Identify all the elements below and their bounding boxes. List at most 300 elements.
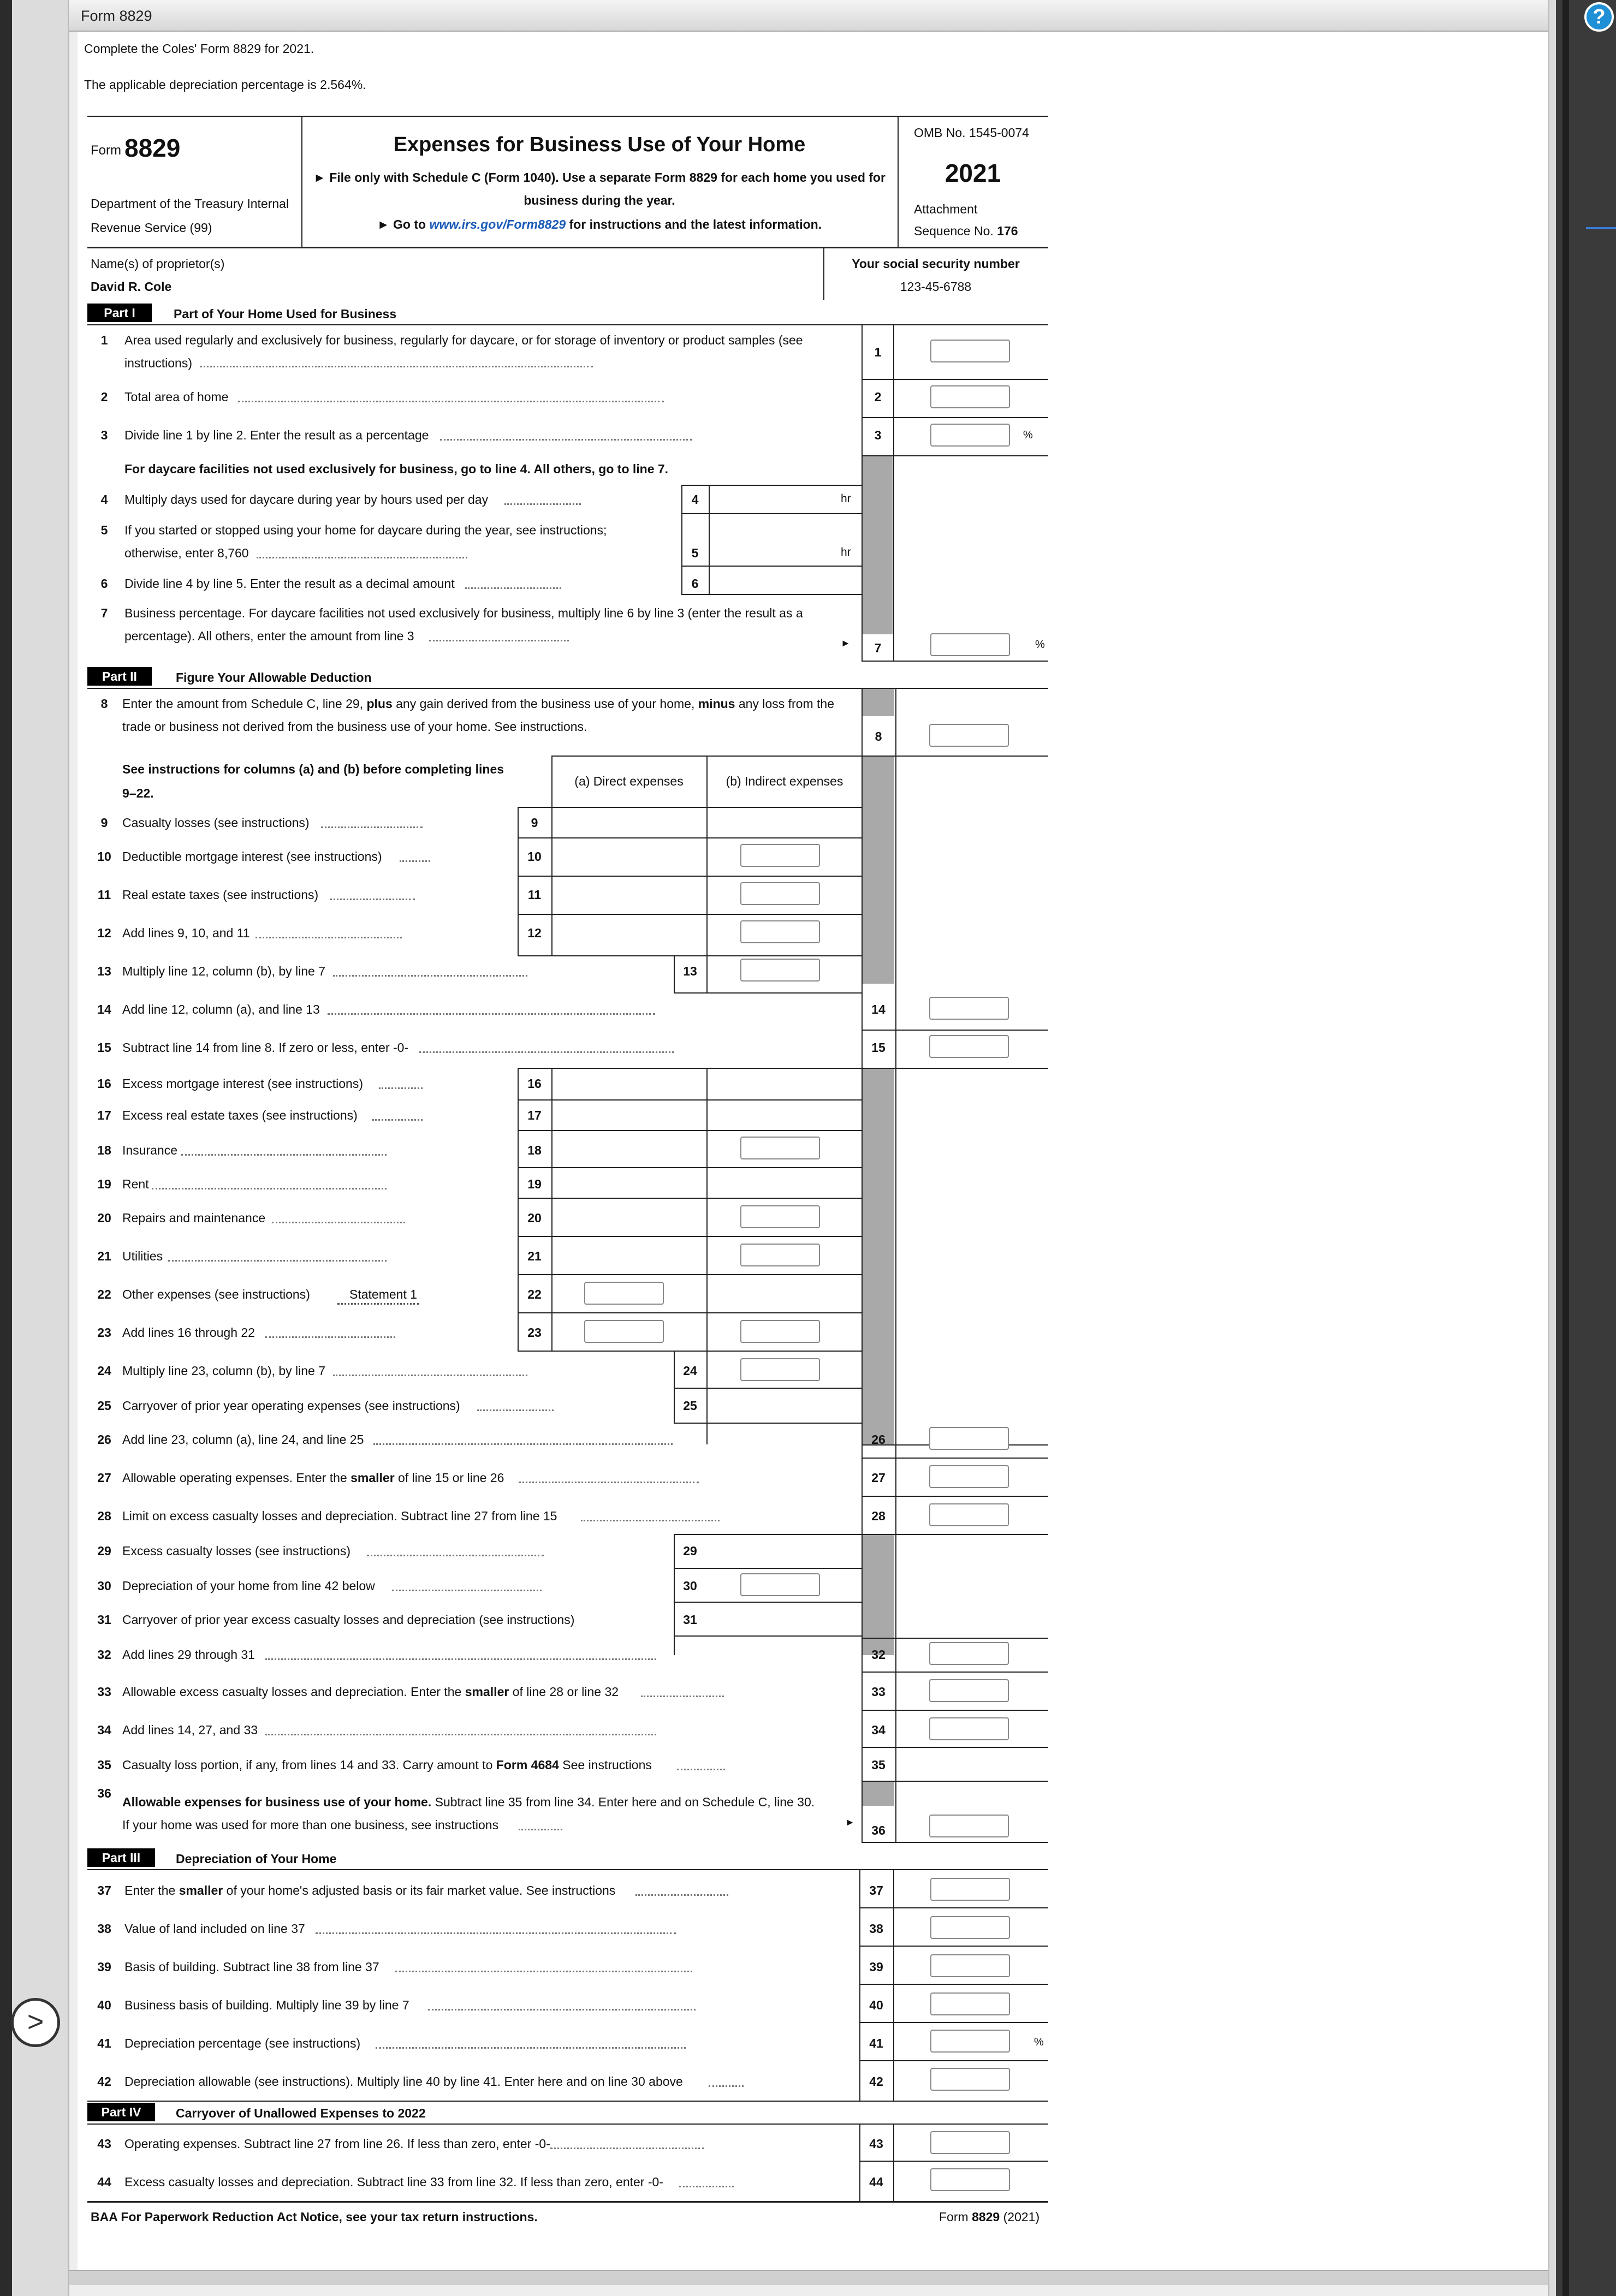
part3-label: Part III (87, 1848, 155, 1867)
form-rule (477, 1409, 554, 1411)
line-number: 2 (100, 390, 108, 404)
line38-label: Value of land included on line 37 (124, 1922, 305, 1936)
line23a-input[interactable] (584, 1320, 664, 1343)
attachment-label: Attachment (914, 202, 978, 216)
name-label: Name(s) of proprietor(s) (91, 257, 225, 271)
form-rule (674, 992, 863, 994)
line13b-input[interactable] (740, 959, 820, 982)
line-number: 12 (527, 926, 542, 940)
form-rule (859, 1907, 1048, 1908)
col-a-header: (a) Direct expenses (574, 774, 684, 788)
line-number: 2 (874, 390, 882, 404)
line23-label: Add lines 16 through 22 (122, 1325, 255, 1340)
line-number: 5 (691, 546, 699, 560)
line-number: 8 (875, 729, 882, 743)
line28-input[interactable] (929, 1503, 1009, 1526)
line-number: 18 (527, 1143, 542, 1157)
form-rule (862, 455, 1048, 456)
form-rule (862, 1534, 1048, 1535)
form-rule (419, 1051, 674, 1053)
line-number: 25 (683, 1399, 697, 1413)
part1-title: Part of Your Home Used for Business (174, 307, 397, 321)
line-number: 14 (871, 1002, 886, 1016)
line44-input[interactable] (930, 2168, 1010, 2191)
form-rule (859, 2060, 1048, 2061)
line22-label: Other expenses (see instructions) (122, 1287, 310, 1301)
form-rule (893, 1869, 894, 2101)
form-rule (862, 661, 1048, 662)
line8-input[interactable] (929, 724, 1009, 747)
form-rule (895, 688, 896, 1842)
header-sub2: business during the year. (524, 193, 675, 207)
form-rule (862, 1747, 1048, 1748)
footer-form-id: Form 8829 (2021) (939, 2210, 1040, 2224)
line-number: 10 (97, 849, 111, 864)
line6-label: Divide line 4 by line 5. Enter the result as a decimal amount (124, 576, 455, 591)
form-rule (321, 826, 423, 828)
form-rule (518, 876, 863, 877)
form-rule (429, 640, 569, 641)
form-rule (862, 1068, 1048, 1069)
form-rule (518, 1236, 863, 1237)
line10-label: Deductible mortgage interest (see instructions) (122, 849, 382, 864)
form-rule (376, 2047, 686, 2049)
line23b-input[interactable] (740, 1320, 820, 1343)
form-rule (862, 379, 1048, 380)
line-number: 34 (871, 1723, 886, 1737)
line-number: 6 (691, 576, 699, 591)
line-number: 24 (683, 1364, 697, 1378)
line11-label: Real estate taxes (see instructions) (122, 888, 319, 902)
line-number: 43 (97, 2137, 111, 2151)
left-edge-bar (0, 0, 12, 2296)
columns-note-2: 9–22. (122, 786, 154, 800)
line-number: 11 (527, 888, 542, 902)
line40-label: Business basis of building. Multiply line 39 by line 7 (124, 1998, 409, 2012)
line-number: 35 (97, 1758, 111, 1772)
footer-notice: BAA For Paperwork Reduction Act Notice, see your tax return instructions. (91, 2210, 538, 2224)
form-rule (87, 2101, 1048, 2102)
line32-input[interactable] (929, 1642, 1009, 1665)
line18b-input[interactable] (740, 1137, 820, 1159)
line-number: 42 (97, 2074, 111, 2089)
form-rule (681, 566, 863, 567)
line-number: 28 (871, 1509, 886, 1523)
form-rule (518, 1130, 863, 1131)
part4-label: Part IV (87, 2103, 155, 2121)
line10b-input[interactable] (740, 844, 820, 867)
line-number: 13 (97, 964, 111, 978)
line40-input[interactable] (930, 1992, 1010, 2015)
form-rule (400, 860, 430, 862)
form-rule (200, 366, 593, 367)
form-rule (87, 2123, 1048, 2125)
form-rule (265, 1336, 395, 1338)
line-number: 4 (691, 492, 699, 507)
line24b-input[interactable] (740, 1358, 820, 1381)
line-number: 25 (97, 1399, 111, 1413)
form-rule (152, 1188, 387, 1189)
line-number: 20 (527, 1211, 542, 1225)
line-number: 26 (871, 1432, 886, 1447)
line33-label: Allowable excess casualty losses and depreciation. Enter the smaller of line 28 or line 32 (122, 1685, 619, 1699)
form-rule (330, 899, 415, 900)
line21b-input[interactable] (740, 1244, 820, 1266)
line-number: 32 (871, 1647, 886, 1662)
form-rule (87, 324, 1048, 325)
line2-label: Total area of home (124, 390, 229, 404)
form-rule (519, 1482, 699, 1483)
line37-label: Enter the smaller of your home's adjusted basis or its fair market value. See instructions (124, 1883, 616, 1898)
ssn-label: Your social security number (852, 257, 1020, 271)
line-number: 44 (97, 2175, 111, 2189)
form-rule (674, 1423, 863, 1424)
line4-label: Multiply days used for daycare during year by hours used per day (124, 492, 489, 507)
form-rule (87, 688, 1048, 689)
line7-label-b: percentage). All others, enter the amount from line 3 (124, 629, 414, 643)
form-rule (674, 1635, 863, 1637)
form-rule (550, 2148, 704, 2149)
part2-label: Part II (87, 667, 152, 686)
form-rule (862, 756, 1048, 757)
line-number: 40 (869, 1998, 883, 2012)
line-number: 1 (874, 345, 882, 359)
form-rule (862, 1710, 1048, 1711)
form-rule (863, 1534, 894, 1655)
line42-label: Depreciation allowable (see instructions). Multiply line 40 by line 41. Enter here and on line 30 above (124, 2074, 683, 2089)
line-number: 23 (97, 1325, 111, 1340)
panel-bottom-bar (69, 2270, 1548, 2285)
next-arrow-icon[interactable]: > (11, 1998, 60, 2047)
form-rule (863, 756, 894, 984)
form-rule (518, 1351, 863, 1352)
line15-input[interactable] (929, 1035, 1009, 1058)
line41-label: Depreciation percentage (see instructions) (124, 2036, 361, 2050)
form-rule (87, 2201, 1048, 2203)
part2-title: Figure Your Allowable Deduction (176, 670, 372, 685)
line-number: 40 (97, 1998, 111, 2012)
line-number: 32 (97, 1647, 111, 1662)
form-rule (681, 513, 863, 514)
line26-label: Add line 23, column (a), line 24, and line 25 (122, 1432, 364, 1447)
line-number: 15 (97, 1040, 111, 1055)
omb-number: OMB No. 1545-0074 (914, 126, 1029, 140)
line-number: 31 (683, 1613, 697, 1627)
line22-statement-link[interactable]: Statement 1 (337, 1287, 419, 1305)
line36-label-b: If your home was used for more than one business, see instructions (122, 1818, 499, 1832)
form-rule (581, 1520, 720, 1521)
daycare-note: For daycare facilities not used exclusively for business, go to line 4. All others, go to line 7. (124, 462, 669, 476)
line-number: 19 (527, 1177, 542, 1191)
line1-label-b: instructions) (124, 356, 192, 370)
line17-label: Excess real estate taxes (see instructions) (122, 1108, 358, 1122)
line-number: 13 (683, 964, 697, 978)
form-rule (465, 587, 561, 589)
form-rule (428, 2009, 696, 2011)
line-number: 36 (871, 1823, 886, 1837)
form-rule (862, 1672, 1048, 1673)
form-rule (641, 1696, 724, 1697)
form-rule (859, 2022, 1048, 2023)
line-number: 20 (97, 1211, 111, 1225)
form-rule (316, 1932, 676, 1934)
line42-input[interactable] (930, 2068, 1010, 2091)
line41-input[interactable] (930, 2030, 1010, 2053)
line36-input[interactable] (929, 1815, 1009, 1837)
line-number: 3 (874, 428, 882, 442)
line8-label-b: trade or business not derived from the business use of your home. See instructions. (122, 719, 587, 734)
form-rule (862, 1638, 1048, 1639)
form-rule (265, 1734, 656, 1735)
part3-title: Depreciation of Your Home (176, 1852, 337, 1866)
form-rule (87, 116, 1048, 117)
line-number: 24 (97, 1364, 111, 1378)
line35-label: Casualty loss portion, if any, from lines 14 and 33. Carry amount to Form 4684 See instructions (122, 1758, 652, 1772)
dept-line1: Department of the Treasury Internal (91, 197, 289, 211)
line43-label: Operating expenses. Subtract line 27 from line 26. If less than zero, enter -0- (124, 2137, 550, 2151)
form-rule (709, 485, 710, 594)
form-rule (709, 2085, 744, 2087)
line-number: 27 (871, 1471, 886, 1485)
form-rule (518, 807, 863, 808)
form-rule (862, 1781, 1048, 1782)
form-number: 8829 (124, 134, 181, 162)
form-rule (551, 807, 552, 955)
line-number: 9 (531, 816, 538, 830)
line43-input[interactable] (930, 2131, 1010, 2154)
form-rule (518, 1198, 863, 1199)
form-rule (706, 807, 708, 992)
line-number: 26 (97, 1432, 111, 1447)
line-number: 34 (97, 1723, 111, 1737)
columns-note-1: See instructions for columns (a) and (b) before completing lines (122, 762, 504, 776)
line20-label: Repairs and maintenance (122, 1211, 266, 1225)
form-rule (257, 557, 467, 558)
panel-title: Form 8829 (69, 0, 1548, 32)
form-rule (677, 1769, 725, 1770)
form-rule (328, 1013, 655, 1015)
form-rule (372, 1119, 423, 1121)
line8-label-a: Enter the amount from Schedule C, line 29, plus any gain derived from the business use of your home, minus any loss from the (122, 697, 834, 711)
line37-input[interactable] (930, 1878, 1010, 1901)
form-rule (333, 975, 527, 977)
form-rule (674, 1534, 863, 1535)
line-number: 29 (683, 1544, 697, 1558)
line29-label: Excess casualty losses (see instructions) (122, 1544, 350, 1558)
line-number: 1 (100, 333, 108, 347)
line7-label-a: Business percentage. For daycare facilities not used exclusively for business, multiply line 6 by line 3 (enter the result as a (124, 606, 803, 620)
line-number: 38 (97, 1922, 111, 1936)
form-rule (863, 1068, 894, 1444)
form-rule (863, 1781, 894, 1806)
line-number: 11 (97, 888, 111, 902)
line9-label: Casualty losses (see instructions) (122, 816, 310, 830)
tax-year: 2021 (944, 159, 1001, 187)
line26-input[interactable] (929, 1427, 1009, 1450)
app-window: Form 8829 ? > Complete the Coles' Form 8829 for 2021. The applicable depreciation percentage is 2.564%. Form 8829 Department of the Treasury Internal Revenue Service (99) Expenses for Business Use of Your Home ► File only with Schedule C (Form 1040). Use a separate Form 8829 for each home you used for business during the year. ► Go to www.irs.gov/Form8829 for instructions and the latest information. OMB No. 1545-0074 2021 Attachment Sequence No. 176 Name(s) of proprietor(s) David R. Cole Your social security number 123-45-6788 Part I Part of Your Home Used for Business 1 Area used regularly and exclusively for business, regularly for daycare, or for storage of inventory or product samples (see instructions) 1 2 Total area of home 2 3 Divide line 1 by line 2. Enter the result as a percentage 3 % For daycare facilities not used exclusively for business, go to line 4. All others, go to line 7. 4 Multiply days used for daycare during year by hours used per day 4 hr 5 If you started or stopped using your home for daycare during the year, see instructions; otherwise, enter 8,760 5 hr 6 Divide line 4 by line 5. Enter the result as a decimal amount 6 7 Business percentage. For daycare facilities not used exclusively for business, multiply line 6 by line 3 (enter the result as a percentage). All others, enter the amount from line 3 ► 7 % Part II Figure Your Allowable Deduction 8 Enter the amount from Schedule C, line 29, plus any gain derived from the business use of your home, minus any loss from the trade or business not derived from the business use of your home. See instructions. 8 See instructions for columns (a) and (b) before completing lines 9–22. (a) Direct expenses (b) Indirect expenses 9 Casualty losses (see instructions) 9 10 Deductible mortgage interest (see instructions) 10 11 Real estate taxes (see instructions) 11 12 Add lines 9, 10, and 11 12 13 Multiply line 12, column (b), by line 7 13 14 Add line 12, column (a), and line 13 14 15 Subtract line 14 from line 8. If zero or less, enter -0- 15 16 Excess mortgage interest (see instructions) 16 17 Excess real estate taxes (see instructions) 17 18 Insurance 18 19 Rent 19 20 Repairs and maintenance 20 21 Utilities 21 22 Other expenses (see instructions) Statement 1 22 23 Add lines 16 through 22 23 24 Multiply line 23, column (b), by line 7 24 25 Carryover of prior year operating expenses (see instructions) 25 26 Add line 23, column (a), line 24, and line 25 26 27 Allowable operating expenses. Enter the smaller of line 15 or line 26 27 28 Limit on excess casualty losses and depreciation. Subtract line 27 from line 15 28 29 Excess casualty losses (see instructions) 29 30 Depreciation of your home from line 42 below 30 31 Carryover of prior year excess casualty losses and depreciation (see instructions) 31 32 Add lines 29 through 31 32 33 Allowable excess casualty losses and depreciation. Enter the smaller of line 28 or line 32 33 34 Add lines 14, 27, and 33 34 35 Casualty loss portion, if any, from lines 14 and 33. Carry amount to Form 4684 See instructions 35 36 Allowable expenses for business use of your home. Subtract line 35 from line 34. Enter here and on Schedule C, line 30. If your home was used for more than one business, see instructions ► 36 Part III Depreciation of Your Home 37 Enter the smaller of your home's adjusted basis or its fair market value. See instructions 37 38 Value of land included on line 37 38 39 Basis of building. Subtract line 38 from line 37 39 40 Business basis of building. Multiply line 39 by line 7 40 41 Depreciation percentage (see instructions) 41 % 42 Depreciation allowable (see instructions). Multiply line 40 by line 41. Enter here and on line 30 above 42 Part IV Carryover of Unallowed Expenses to 2022 43 Operating expenses. Subtract line 27 from line 26. If less than zero, enter -0- 43 44 Excess casualty losses and depreciation. Subtract line 33 from line 32. If less than zero, enter -0- 44 BAA For Paperwork Reduction Act Notice, see your tax return instructions. Form 8829 (2021) (0, 0, 1616, 2296)
form-rule (862, 1030, 1048, 1031)
form-rule (87, 1869, 1048, 1870)
form-rule (862, 1496, 1048, 1497)
line3-label: Divide line 1 by line 2. Enter the result as a percentage (124, 428, 429, 442)
form-rule (181, 1154, 387, 1156)
line31-label: Carryover of prior year excess casualty losses and depreciation (see instructions) (122, 1613, 575, 1627)
ssn-value: 123-45-6788 (900, 279, 972, 294)
line11b-input[interactable] (740, 882, 820, 905)
form-rule (265, 1658, 656, 1660)
line25-label: Carryover of prior year operating expenses (see instructions) (122, 1399, 460, 1413)
line5-label-b: otherwise, enter 8,760 (124, 546, 249, 560)
line-number: 30 (683, 1579, 697, 1593)
line-number: 12 (97, 926, 111, 940)
scrollbar-track[interactable] (1562, 0, 1569, 2296)
form-rule (518, 1274, 863, 1275)
line-number: 27 (97, 1471, 111, 1485)
irs-link[interactable]: www.irs.gov/Form8829 (429, 217, 566, 231)
form-rule (238, 401, 664, 402)
form-rule (862, 1458, 1048, 1459)
line-number: 37 (869, 1883, 883, 1898)
line3-input[interactable] (930, 424, 1010, 447)
line-number: 17 (527, 1108, 542, 1122)
line-number: 19 (97, 1177, 111, 1191)
form-rule (518, 837, 863, 838)
line39-label: Basis of building. Subtract line 38 from line 37 (124, 1960, 379, 1974)
form-rule (863, 456, 893, 634)
line33-input[interactable] (929, 1679, 1009, 1702)
line-number: 16 (97, 1076, 111, 1091)
line-number: 16 (527, 1076, 542, 1091)
form-rule (859, 2161, 1048, 2162)
instruction-1: Complete the Coles' Form 8829 for 2021. (84, 41, 314, 56)
form-rule (168, 1260, 387, 1262)
line22a-input[interactable] (584, 1282, 664, 1305)
line44-label: Excess casualty losses and depreciation. Subtract line 33 from line 32. If less than zero, enter -0- (124, 2175, 663, 2189)
line7-input[interactable] (930, 633, 1010, 656)
line16-label: Excess mortgage interest (see instructions) (122, 1076, 364, 1091)
proprietor-name: David R. Cole (91, 279, 172, 294)
form-rule (681, 594, 863, 595)
line-number: 3 (100, 428, 108, 442)
line1-input[interactable] (930, 340, 1010, 362)
form-rule (893, 324, 894, 661)
line34-label: Add lines 14, 27, and 33 (122, 1723, 258, 1737)
form-rule (518, 1099, 863, 1101)
line28-label: Limit on excess casualty losses and depreciation. Subtract line 27 from line 15 (122, 1509, 557, 1523)
form-rule (674, 1602, 863, 1603)
line-number: 44 (869, 2175, 883, 2189)
line20b-input[interactable] (740, 1205, 820, 1228)
line12-label: Add lines 9, 10, and 11 (122, 926, 250, 940)
form-rule (256, 937, 402, 938)
line-number: 14 (97, 1002, 111, 1016)
form-rule (551, 1068, 552, 1351)
form-rule (859, 1984, 1048, 1985)
form-rule (862, 417, 1048, 418)
line-number: 22 (527, 1287, 542, 1301)
line-number: 18 (97, 1143, 111, 1157)
form-rule (395, 1971, 692, 1972)
line34-input[interactable] (929, 1717, 1009, 1740)
form-rule (518, 1167, 863, 1168)
part1-label: Part I (87, 304, 152, 322)
form-rule (272, 1222, 405, 1223)
form-word: Form (91, 143, 121, 158)
instruction-2: The applicable depreciation percentage is 2.564%. (84, 78, 366, 92)
col-b-header: (b) Indirect expenses (726, 774, 843, 788)
line-number: 31 (97, 1613, 111, 1627)
line-number: 8 (100, 697, 108, 711)
line-number: 39 (869, 1960, 883, 1974)
line5-label-a: If you started or stopped using your home for daycare during the year, see instructions; (124, 523, 607, 537)
line27-label: Allowable operating expenses. Enter the smaller of line 15 or line 26 (122, 1471, 504, 1485)
scroll-position-marker (1586, 227, 1616, 229)
form-title: Expenses for Business Use of Your Home (393, 133, 806, 156)
line-number: 7 (874, 641, 882, 655)
form-rule (674, 1388, 863, 1389)
form-rule (440, 439, 692, 441)
line-number: 15 (871, 1040, 886, 1055)
line-number: 22 (97, 1287, 111, 1301)
line13-label: Multiply line 12, column (b), by line 7 (122, 964, 325, 978)
line19-label: Rent (122, 1177, 149, 1191)
form-rule (674, 1568, 863, 1569)
line32-label: Add lines 29 through 31 (122, 1647, 255, 1662)
form-rule (635, 1894, 728, 1896)
form-rule (379, 1087, 423, 1089)
help-icon[interactable]: ? (1584, 2, 1614, 32)
line-number: 5 (100, 523, 108, 537)
form-rule (518, 1312, 863, 1313)
line-number: 7 (100, 606, 108, 620)
form-rule (504, 503, 581, 505)
form-rule (679, 2186, 734, 2187)
line38-input[interactable] (930, 1916, 1010, 1939)
line-number: 36 (97, 1786, 111, 1800)
line-number: 23 (527, 1325, 542, 1340)
form-rule (681, 485, 863, 486)
line-number: 43 (869, 2137, 883, 2151)
form-rule (518, 914, 863, 915)
dept-line2: Revenue Service (99) (91, 221, 212, 235)
line-number: 38 (869, 1922, 883, 1936)
line-number: 4 (100, 492, 108, 507)
form-rule (87, 247, 1048, 248)
line39-input[interactable] (930, 1954, 1010, 1977)
line-number: 30 (97, 1579, 111, 1593)
line14-input[interactable] (929, 997, 1009, 1020)
form-rule (367, 1555, 544, 1556)
line-number: 39 (97, 1960, 111, 1974)
line15-label: Subtract line 14 from line 8. If zero or less, enter -0- (122, 1040, 409, 1055)
form-rule (392, 1590, 542, 1591)
line-number: 41 (97, 2036, 111, 2050)
line12b-input[interactable] (740, 920, 820, 943)
line2-input[interactable] (930, 385, 1010, 408)
line27-input[interactable] (929, 1465, 1009, 1488)
line-number: 21 (97, 1249, 111, 1263)
line-number: 29 (97, 1544, 111, 1558)
line-number: 42 (869, 2074, 883, 2089)
form-rule (893, 2123, 894, 2201)
line-number: 35 (871, 1758, 886, 1772)
line-number: 6 (100, 576, 108, 591)
part4-title: Carryover of Unallowed Expenses to 2022 (176, 2106, 426, 2120)
line30b-input[interactable] (740, 1573, 820, 1596)
form-rule (333, 1375, 527, 1376)
line14-label: Add line 12, column (a), and line 13 (122, 1002, 320, 1016)
form-rule (373, 1443, 673, 1445)
